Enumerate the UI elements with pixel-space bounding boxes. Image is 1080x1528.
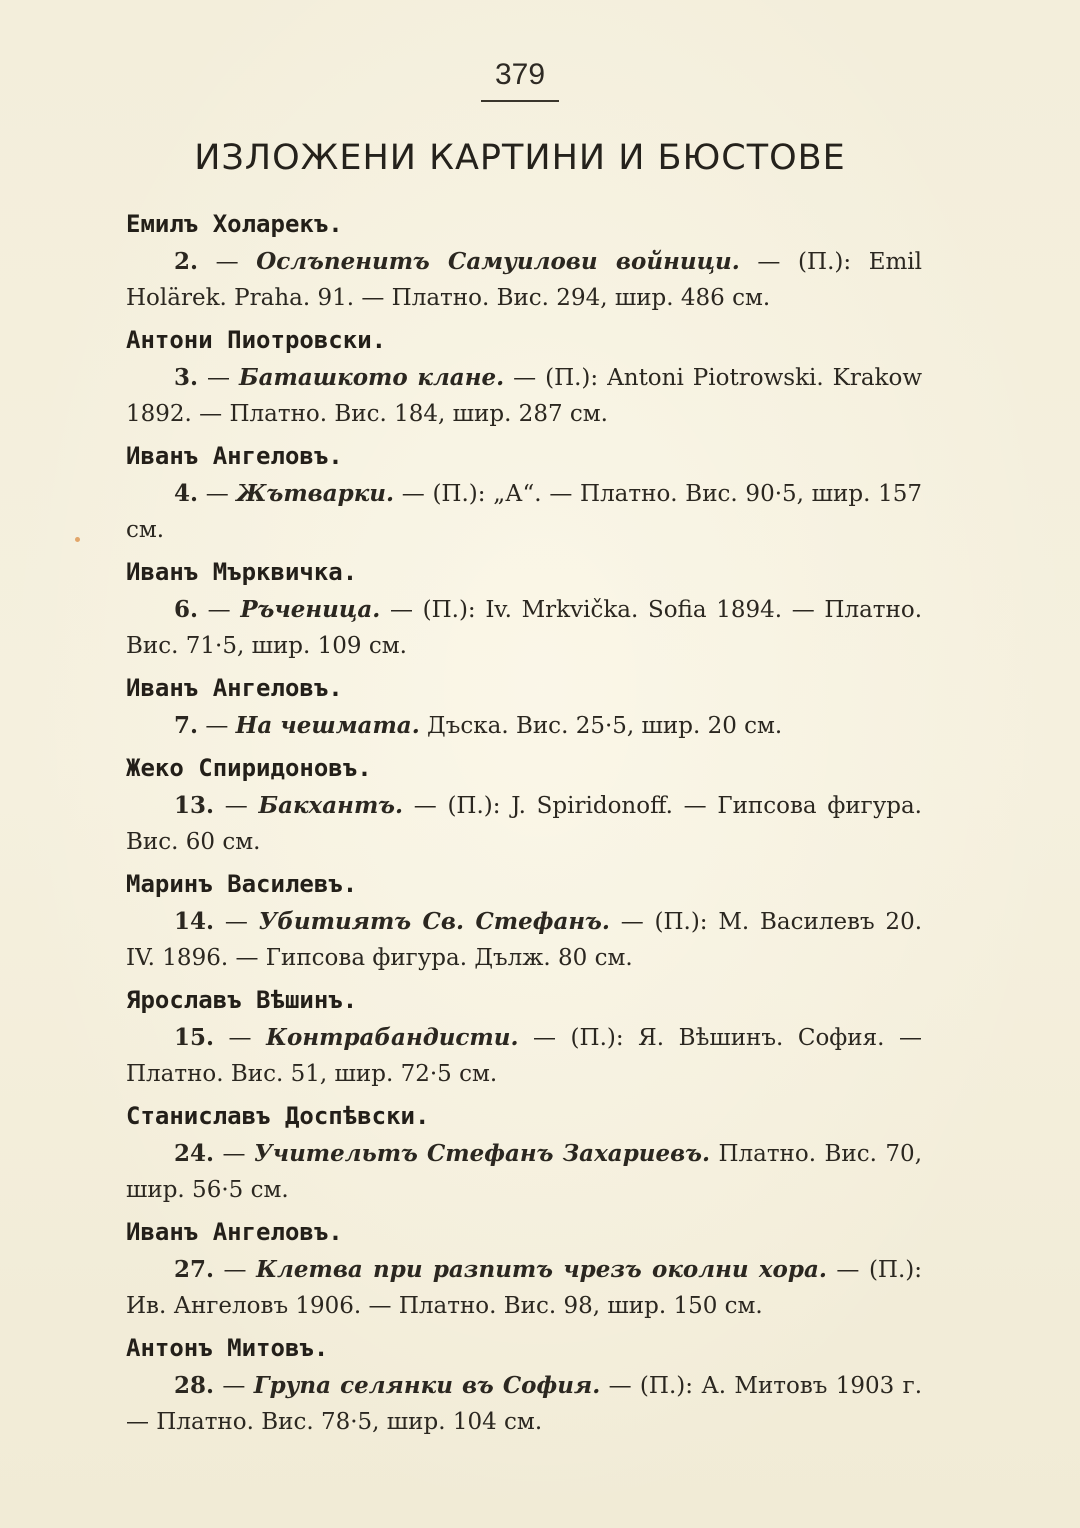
artist-name: Иванъ Мърквичка. (126, 558, 358, 586)
work-details: Платно. Вис. 70, шир. 56·5 см. (126, 1141, 922, 1203)
work-details: — (П.): Emil Holärek. Praha. 91. — Платно. Вис. 294, шир. 486 см. (126, 249, 923, 311)
catalog-entry: 13. — Бакхантъ. — (П.): J. Spiridonoff. — Гипсова фигура. Вис. 60 см. (126, 792, 922, 855)
artist-name: Иванъ Ангеловъ. (126, 442, 343, 470)
paper-spot (75, 537, 80, 542)
work-details: Дъска. Вис. 25·5, шир. 20 см. (427, 713, 783, 739)
work-details: — (П.): Ив. Ангеловъ 1906. — Платно. Вис. 98, шир. 150 см. (126, 1257, 923, 1319)
artist-name: Иванъ Ангеловъ. (126, 674, 343, 702)
artist-name: Жеко Спиридоновъ. (126, 754, 372, 782)
work-title: Баташкото клане. (239, 364, 505, 391)
work-details: — (П.): Antoni Piotrowski. Krakow 1892. — Платно. Вис. 184, шир. 287 см. (126, 365, 923, 427)
work-details: — (П.): „А“. — Платно. Вис. 90·5, шир. 157 см. (126, 481, 923, 543)
work-details: — (П.): Я. Вѣшинъ. София. — Платно. Вис. 51, шир. 72·5 см. (126, 1025, 922, 1087)
catalog-entry: 28. — Група селянки въ София. — (П.): А. Митовъ 1903 г. — Платно. Вис. 78·5, шир. 104 см. (126, 1372, 923, 1435)
entry-number: 24. (174, 1140, 215, 1167)
work-details: — (П.): Iv. Mrkvička. Sofia 1894. — Платно. Вис. 71·5, шир. 109 см. (126, 597, 923, 659)
artist-name: Маринъ Василевъ. (126, 870, 358, 898)
work-title: Учительтъ Стефанъ Захариевъ. (253, 1140, 710, 1167)
entry-number: 15. (174, 1024, 215, 1051)
work-details: — (П.): М. Василевъ 20. IV. 1896. — Гипсова фигура. Дълж. 80 см. (126, 909, 923, 971)
page-number: 379 (494, 58, 546, 91)
catalog-entry: 24. — Учительтъ Стефанъ Захариевъ. Платно. Вис. 70, шир. 56·5 см. (126, 1140, 922, 1203)
catalog-entry: 4. — Жътварки. — (П.): „А“. — Платно. Вис. 90·5, шир. 157 см. (126, 480, 923, 543)
catalog-entry: 2. — Ослъпенитъ Самуилови войници. — (П.): Emil Holärek. Praha. 91. — Платно. Вис. 294, шир. 486 см. (126, 248, 923, 311)
catalog-entry: 14. — Убитиятъ Св. Стефанъ. — (П.): М. Василевъ 20. IV. 1896. — Гипсова фигура. Дълж. 80 см. (126, 908, 923, 971)
work-title: Убитиятъ Св. Стефанъ. (258, 908, 610, 935)
entry-number: 13. (174, 792, 215, 819)
artist-name: Ярославъ Вѣшинъ. (126, 986, 358, 1014)
artist-name: Емилъ Холарекъ. (126, 210, 343, 238)
entry-number: 2. (174, 248, 199, 275)
artist-name: Станиславъ Доспѣвски. (126, 1102, 430, 1130)
work-title: Ръченица. (240, 596, 381, 623)
catalog-list (126, 204, 922, 1444)
entry-number: 3. (174, 364, 199, 391)
work-title: Контрабандисти. (266, 1024, 519, 1051)
work-title: На чешмата. (235, 712, 420, 739)
work-details: — (П.): J. Spiridonoff. — Гипсова фигура. Вис. 60 см. (126, 793, 922, 855)
catalog-entry: 6. — Ръченица. — (П.): Iv. Mrkvička. Sofia 1894. — Платно. Вис. 71·5, шир. 109 см. (126, 596, 923, 659)
work-title: Ослъпенитъ Самуилови войници. (256, 248, 740, 275)
catalog-entry: 15. — Контрабандисти. — (П.): Я. Вѣшинъ. София. — Платно. Вис. 51, шир. 72·5 см. (126, 1024, 922, 1087)
work-title: Бакхантъ. (258, 792, 404, 819)
work-title: Група селянки въ София. (253, 1372, 601, 1399)
work-details: — (П.): А. Митовъ 1903 г. — Платно. Вис. 78·5, шир. 104 см. (126, 1373, 923, 1435)
entry-number: 14. (174, 908, 215, 935)
entry-number: 6. (174, 596, 199, 623)
artist-name: Антони Пиотровски. (126, 326, 387, 354)
catalog-entry: 3. — Баташкото клане. — (П.): Antoni Piotrowski. Krakow 1892. — Платно. Вис. 184, шир. 287 см. (126, 364, 923, 427)
page-heading: ИЗЛОЖЕНИ КАРТИНИ И БЮСТОВЕ (194, 138, 846, 178)
artist-name: Иванъ Ангеловъ. (126, 1218, 343, 1246)
work-title: Жътварки. (236, 480, 395, 507)
page-number-rule (481, 100, 559, 102)
artist-name: Антонъ Митовъ. (126, 1334, 329, 1362)
entry-number: 28. (174, 1372, 215, 1399)
entry-number: 4. (174, 480, 199, 507)
entry-number: 27. (174, 1256, 215, 1283)
work-title: Клетва при разпитъ чрезъ околни хора. (256, 1256, 827, 1283)
catalog-entry: 27. — Клетва при разпитъ чрезъ околни хора. — (П.): Ив. Ангеловъ 1906. — Платно. Вис. 98, шир. 150 см. (126, 1256, 923, 1319)
catalog-entry: 7. — На чешмата. Дъска. Вис. 25·5, шир. 20 см. (174, 712, 783, 739)
entry-number: 7. (174, 712, 199, 739)
